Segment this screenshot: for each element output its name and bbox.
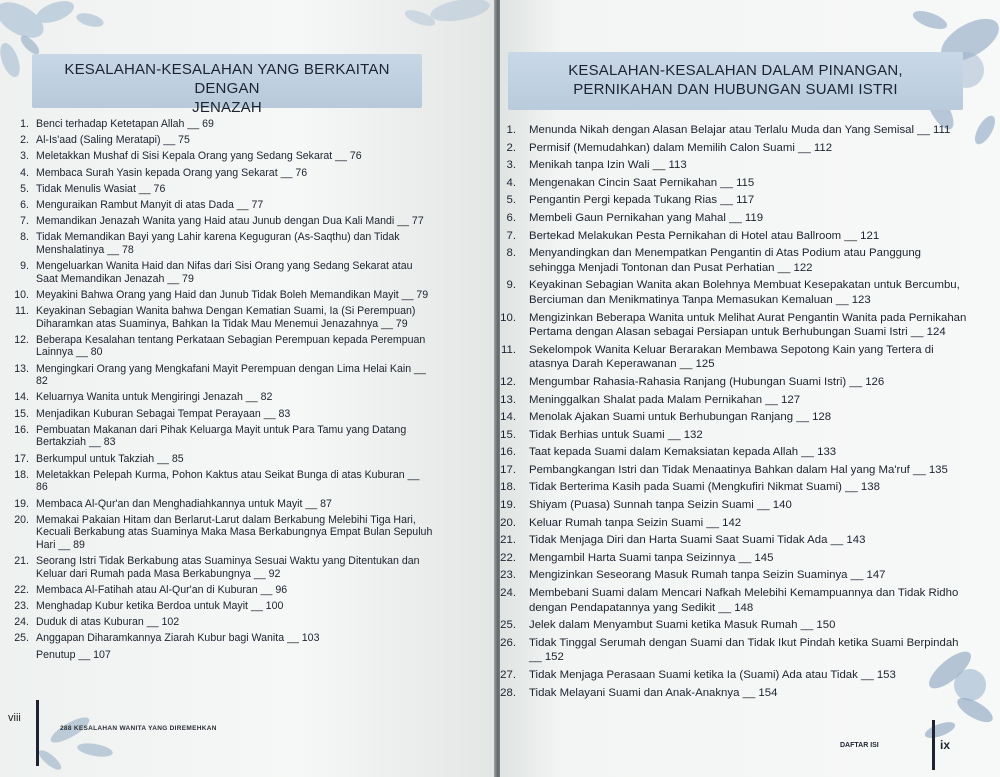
toc-entry — [14, 167, 434, 180]
toc-entry-number: 5. — [506, 194, 516, 207]
toc-entry-title: Mengumbar Rahasia-Rahasia Ranjang (Hubungan Suami Istri) __ 126 — [529, 375, 885, 388]
toc-entry — [500, 278, 970, 307]
toc-entry — [500, 498, 970, 513]
toc-entry — [14, 584, 434, 597]
toc-entry — [14, 305, 434, 330]
toc-entry-number: 6. — [20, 198, 29, 211]
toc-entry-title: Tidak Memandikan Bayi yang Lahir karena Keguguran (As-Saqthu) dan Tidak Menshalatinya __ 78 — [36, 231, 400, 256]
toc-entry — [14, 231, 434, 256]
toc-entry-number: 22. — [14, 583, 29, 596]
toc-entry-title: Pembangkangan Istri dan Tidak Menaatinya Bahkan dalam Hal yang Ma'ruf __ 135 — [529, 463, 948, 476]
toc-entry — [14, 134, 434, 147]
toc-entry — [14, 555, 434, 580]
toc-entry-number: 15. — [500, 428, 516, 441]
toc-entry-number: 17. — [14, 452, 29, 465]
right-footer-bar — [932, 720, 935, 770]
toc-entry-number: 25. — [14, 632, 29, 645]
toc-entry — [14, 260, 434, 285]
toc-entry-title: Memakai Pakaian Hitam dan Berlarut-Larut dalam Berkabung Melebihi Tiga Hari, Kecuali Berkabung atas Suaminya Maka Masa Berkabungnya Empat Bulan Sepuluh Hari __ 89 — [36, 513, 433, 551]
toc-entry-title: Keluar Rumah tanpa Seizin Suami __ 142 — [529, 516, 742, 529]
toc-entry-title: Tidak Berterima Kasih pada Suami (Mengkufiri Nikmat Suami) __ 138 — [529, 481, 880, 494]
toc-entry-number: 14. — [14, 391, 29, 404]
right-section-heading — [508, 52, 963, 110]
toc-entry-title: Tidak Tinggal Serumah dengan Suami dan Tidak Ikut Pindah ketika Suami Berpindah __ 152 — [529, 636, 959, 664]
toc-entry-number: 9. — [506, 279, 516, 292]
toc-entry-number: 19. — [14, 497, 29, 510]
toc-entry-number: 26. — [500, 636, 516, 649]
toc-entry-number: 16. — [500, 446, 516, 459]
toc-entry-title: Membaca Al-Fatihah atau Al-Qur'an di Kuburan __ 96 — [36, 583, 288, 596]
toc-entry-number: 24. — [14, 616, 29, 629]
toc-entry-number: 23. — [14, 600, 29, 613]
toc-entry — [500, 551, 970, 566]
toc-entry-number: 8. — [20, 231, 29, 244]
toc-entry — [14, 632, 434, 645]
toc-entry-title: Tidak Melayani Suami dan Anak-Anaknya __ 154 — [529, 686, 778, 699]
toc-entry — [500, 375, 970, 390]
toc-entry — [14, 424, 434, 449]
toc-entry — [14, 150, 434, 163]
toc-entry-number: 13. — [14, 362, 29, 375]
toc-entry-number: 9. — [20, 260, 29, 273]
toc-entry — [500, 410, 970, 425]
toc-entry-number: 24. — [500, 587, 516, 600]
toc-entry-number: 21. — [14, 555, 29, 568]
toc-entry — [14, 334, 434, 359]
toc-entry-title: Memandikan Jenazah Wanita yang Haid atau Junub dengan Dua Kali Mandi __ 77 — [36, 215, 424, 228]
toc-entry — [500, 158, 970, 173]
toc-entry-title: Permisif (Memudahkan) dalam Memilih Calon Suami __ 112 — [529, 141, 833, 154]
toc-entry — [14, 363, 434, 388]
toc-entry — [500, 668, 970, 683]
toc-entry-title: Anggapan Diharamkannya Ziarah Kubur bagi Wanita __ 103 — [36, 632, 320, 645]
toc-entry-number: 13. — [500, 393, 516, 406]
right-page — [500, 0, 1000, 777]
toc-entry-title: Tidak Menjaga Diri dan Harta Suami Saat Suami Tidak Ada __ 143 — [529, 534, 866, 547]
toc-entry — [14, 408, 434, 421]
toc-entry — [14, 453, 434, 466]
toc-entry-title: Meninggalkan Shalat pada Malam Pernikahan __ 127 — [529, 393, 801, 406]
toc-entry-title: Menjadikan Kuburan Sebagai Tempat Perayaan __ 83 — [36, 407, 291, 420]
left-page-number: viii — [8, 712, 21, 724]
toc-entry-title: Meletakkan Mushaf di Sisi Kepala Orang yang Sedang Sekarat __ 76 — [36, 150, 362, 163]
toc-entry-title: Tidak Berhias untuk Suami __ 132 — [529, 428, 703, 441]
toc-entry-number: 19. — [500, 499, 516, 512]
toc-entry — [500, 428, 970, 443]
toc-entry-title: Duduk di atas Kuburan __ 102 — [36, 616, 180, 629]
left-section-heading — [32, 54, 422, 116]
toc-entry-number: 20. — [14, 513, 29, 526]
toc-entry — [500, 480, 970, 495]
toc-entry — [14, 183, 434, 196]
toc-entry-title: Benci terhadap Ketetapan Allah __ 69 — [36, 118, 214, 130]
toc-entry-number: 3. — [20, 150, 29, 163]
toc-entry-title: Al-Is'aad (Saling Meratapi) __ 75 — [36, 134, 190, 147]
toc-entry — [500, 568, 970, 583]
toc-entry — [14, 498, 434, 511]
toc-entry-number: 27. — [500, 669, 516, 681]
toc-entry-title: Jelek dalam Menyambut Suami ketika Masuk Rumah __ 150 — [529, 619, 836, 632]
toc-entry — [500, 533, 970, 548]
left-footer-bar — [36, 700, 39, 766]
toc-entry-title: Menyandingkan dan Menempatkan Pengantin di Atas Podium atau Panggung sehingga Menjadi Tontonan dan Pusat Perhatian __ 122 — [529, 247, 921, 274]
left-heading-line2: JENAZAH — [192, 99, 262, 116]
left-page — [0, 0, 496, 777]
toc-entry-title: Beberapa Kesalahan tentang Perkataan Sebagian Perempuan kepada Perempuan Lainnya __ 80 — [36, 333, 426, 359]
toc-entry-number: 2. — [20, 134, 29, 147]
toc-entry-title: Mengenakan Cincin Saat Pernikahan __ 115 — [529, 176, 755, 189]
toc-entry — [500, 211, 970, 226]
toc-entry-number: 1. — [20, 118, 29, 130]
left-toc-list — [14, 118, 434, 665]
toc-entry — [14, 649, 434, 662]
toc-entry-title: Keyakinan Sebagian Wanita bahwa Dengan Kematian Suami, Ia (Si Perempuan) Diharamkan atas Suaminya, Bahkan Ia Tidak Mau Menemui Jenazahnya __ 79 — [36, 305, 416, 330]
toc-entry-title: Taat kepada Suami dalam Kemaksiatan kepada Allah __ 133 — [529, 446, 837, 459]
toc-entry — [500, 636, 970, 665]
toc-entry-number: 8. — [506, 247, 516, 260]
toc-entry — [500, 618, 970, 633]
toc-entry — [14, 289, 434, 302]
toc-entry-title: Keyakinan Sebagian Wanita akan Bolehnya Membuat Kesepakatan untuk Bercumbu, Berciuman dan Menikmatinya Tanpa Memasukan Kemaluan __ 123 — [529, 279, 960, 306]
toc-entry-title: Menunda Nikah dengan Alasan Belajar atau Terlalu Muda dan Yang Semisal __ 111 — [529, 124, 951, 136]
toc-entry — [14, 391, 434, 404]
toc-entry-number: 7. — [506, 229, 516, 242]
toc-entry — [500, 686, 970, 701]
toc-entry-number: 18. — [500, 481, 516, 494]
toc-entry-title: Sekelompok Wanita Keluar Berarakan Membawa Sepotong Kain yang Tertera di atasnya Darah Keperawanan __ 125 — [529, 343, 934, 371]
toc-entry-number: 5. — [20, 182, 29, 195]
toc-entry — [500, 229, 970, 244]
right-heading-line2: PERNIKAHAN DAN HUBUNGAN SUAMI ISTRI — [573, 81, 898, 98]
toc-entry-title: Bertekad Melakukan Pesta Pernikahan di Hotel atau Ballroom __ 121 — [529, 229, 880, 242]
toc-entry-title: Tidak Menulis Wasiat __ 76 — [36, 182, 166, 195]
right-toc-list — [500, 123, 970, 703]
left-heading-line1: KESALAHAN-KESALAHAN YANG BERKAITAN DENGAN — [64, 61, 390, 97]
toc-entry — [14, 469, 434, 494]
toc-entry — [500, 193, 970, 208]
toc-entry-title: Pengantin Pergi kepada Tukang Rias __ 117 — [529, 194, 755, 207]
toc-entry-number: 11. — [501, 343, 516, 356]
toc-entry-title: Keluarnya Wanita untuk Mengiringi Jenazah __ 82 — [36, 391, 273, 404]
toc-entry-title: Membaca Surah Yasin kepada Orang yang Sekarat __ 76 — [36, 166, 308, 179]
right-page-number: ix — [940, 738, 951, 752]
right-heading-line1: KESALAHAN-KESALAHAN DALAM PINANGAN, — [568, 62, 903, 79]
toc-entry-title: Menguraikan Rambut Manyit di atas Dada __ 77 — [36, 198, 264, 211]
toc-entry-number: 22. — [500, 551, 516, 564]
toc-entry-title: Menghadap Kubur ketika Berdoa untuk Mayit __ 100 — [36, 600, 284, 613]
toc-entry-title: Meyakini Bahwa Orang yang Haid dan Junub Tidak Boleh Memandikan Mayit __ 79 — [36, 288, 429, 301]
toc-entry-title: Mengingkari Orang yang Mengkafani Mayit Perempuan dengan Lima Helai Kain __ 82 — [36, 362, 426, 388]
toc-entry-title: Berkumpul untuk Takziah __ 85 — [36, 452, 184, 465]
toc-entry — [500, 516, 970, 531]
toc-entry-number: 15. — [14, 407, 29, 420]
toc-entry-number: 10. — [500, 311, 516, 324]
flower-decoration-bottom-left — [0, 690, 120, 777]
book-title-footer: 288 KESALAHAN WANITA YANG DIREMEHKAN — [60, 725, 217, 732]
toc-entry-title: Shiyam (Puasa) Sunnah tanpa Seizin Suami __ 140 — [529, 499, 792, 512]
toc-entry — [500, 311, 970, 340]
toc-entry-title: Menolak Ajakan Suami untuk Berhubungan Ranjang __ 128 — [529, 411, 832, 424]
toc-entry-number: 3. — [506, 159, 516, 172]
toc-entry — [500, 176, 970, 191]
toc-entry-number: 25. — [500, 619, 516, 632]
toc-entry-title: Mengambil Harta Suami tanpa Seizinnya __ 145 — [529, 551, 774, 564]
toc-entry-number: 1. — [506, 124, 516, 136]
toc-entry-number: 17. — [500, 463, 516, 476]
toc-entry-number: 12. — [500, 375, 516, 388]
toc-entry — [500, 123, 970, 138]
toc-entry — [14, 600, 434, 613]
toc-entry-number: 2. — [506, 141, 516, 154]
toc-entry-title: Pembuatan Makanan dari Pihak Keluarga Mayit untuk Para Tamu yang Datang Bertakziah __ 83 — [36, 423, 407, 449]
toc-entry-number: 12. — [14, 333, 29, 346]
toc-entry-title: Membeli Gaun Pernikahan yang Mahal __ 119 — [529, 211, 764, 224]
toc-entry-number: 21. — [500, 534, 516, 547]
toc-entry-number: 4. — [20, 166, 29, 179]
toc-entry-number: 18. — [14, 468, 29, 481]
toc-entry — [14, 199, 434, 212]
toc-entry — [500, 246, 970, 275]
toc-entry-number: 20. — [500, 516, 516, 529]
toc-entry-number: 11. — [15, 305, 29, 318]
toc-entry-number: 23. — [500, 569, 516, 582]
toc-entry-number: 28. — [500, 686, 516, 699]
toc-entry — [500, 141, 970, 156]
toc-entry-title: Meletakkan Pelepah Kurma, Pohon Kaktus atau Seikat Bunga di atas Kuburan __ 86 — [36, 468, 420, 494]
toc-entry — [500, 445, 970, 460]
toc-entry — [500, 393, 970, 408]
toc-entry-number: 10. — [14, 288, 29, 301]
toc-entry-title: Membaca Al-Qur'an dan Menghadiahkannya untuk Mayit __ 87 — [36, 497, 332, 510]
toc-entry-title: Mengeluarkan Wanita Haid dan Nifas dari Sisi Orang yang Sedang Sekarat atau Saat Memandikan Jenazah __ 79 — [36, 260, 413, 285]
toc-entry-title: Mengizinkan Beberapa Wanita untuk Melihat Aurat Pengantin Wanita pada Pernikahan Pertama dengan Alasan sebagai Persiapan untuk Berhubungan Suami Istri __ 124 — [529, 311, 967, 339]
toc-entry — [500, 343, 970, 372]
toc-entry — [500, 463, 970, 478]
toc-entry-number: 7. — [20, 215, 29, 228]
toc-entry — [14, 118, 434, 131]
toc-entry — [500, 586, 970, 615]
toc-entry-title: Menikah tanpa Izin Wali __ 113 — [529, 159, 687, 172]
toc-entry — [14, 215, 434, 228]
toc-entry-title: Penutup __ 107 — [36, 648, 111, 661]
toc-entry-title: Tidak Menjaga Perasaan Suami ketika Ia (Suami) Ada atau Tidak __ 153 — [529, 669, 896, 681]
toc-entry-number: 6. — [506, 211, 516, 224]
toc-entry-number: 4. — [506, 176, 516, 189]
section-label-footer: DAFTAR ISI — [840, 742, 879, 749]
toc-entry — [14, 514, 434, 552]
toc-entry-number: 14. — [500, 411, 516, 424]
toc-entry — [14, 616, 434, 629]
toc-entry-title: Seorang Istri Tidak Berkabung atas Suaminya Sesuai Waktu yang Ditentukan dan Keluar dari Rumah pada Masa Berkabungnya __ 92 — [36, 555, 420, 580]
toc-entry-title: Membebani Suami dalam Mencari Nafkah Melebihi Kemampuannya dan Tidak Ridho dengan Pendapatannya yang Sedikit __ 148 — [529, 587, 959, 614]
flower-decoration-top-right — [360, 0, 496, 60]
toc-entry-number: 16. — [14, 423, 29, 436]
toc-entry-title: Mengizinkan Seseorang Masuk Rumah tanpa Seizin Suaminya __ 147 — [529, 569, 886, 582]
